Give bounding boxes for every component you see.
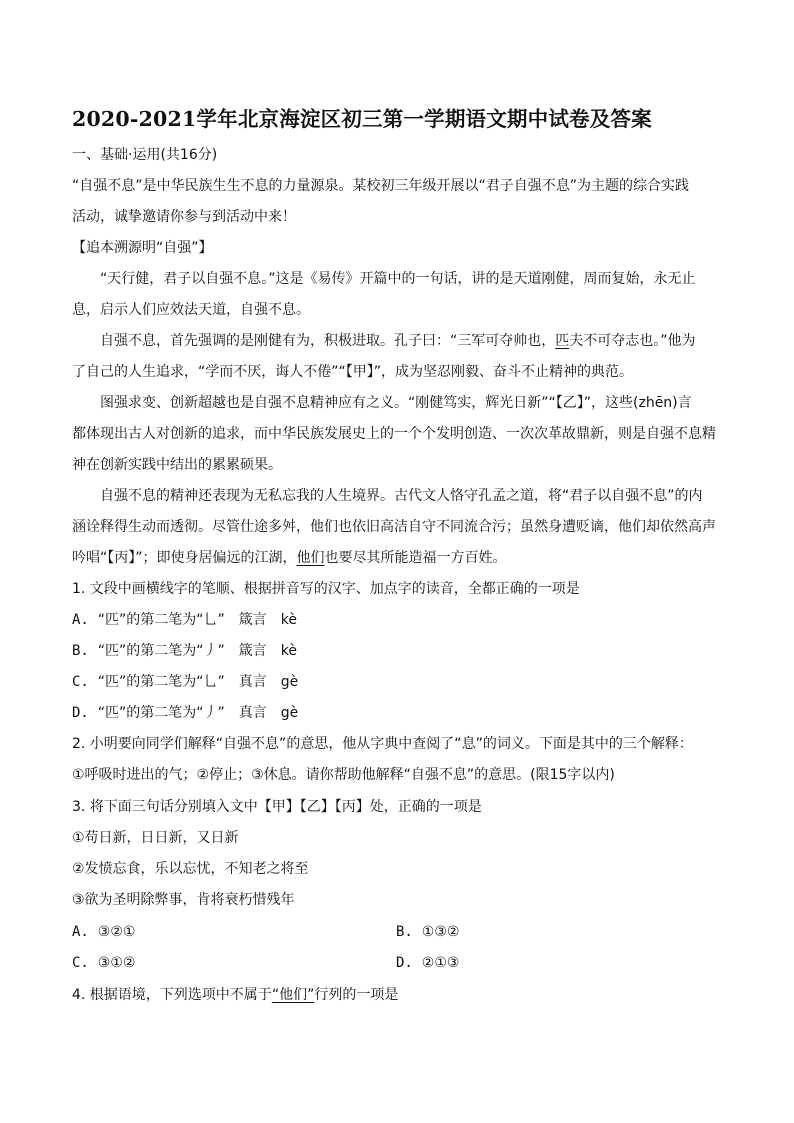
underlined-character: 匹 — [555, 333, 570, 349]
question-2-line-1: 2. 小明要向同学们解释“自强不息”的意思，他从字典中查阅了“息”的词义。下面是其中的三个解释： — [72, 736, 693, 752]
question-3-item-2: ②发愤忘食，乐以忘忧，不知老之将至 — [72, 861, 309, 877]
para3-line-3: 神在创新实践中结出的累累硕果。 — [72, 457, 282, 473]
para4-text-tail: 也要尽其所能造福一方百姓。 — [324, 550, 507, 566]
para1-line-1: “天行健，君子以自强不息。”这是《易传》开篇中的一句话，讲的是天道刚健，周而复始，永无止 — [100, 271, 696, 287]
question-1-option-a — [72, 610, 297, 630]
question-3-item-3: ③欲为圣明除弊事，肯将衰朽惜残年 — [72, 892, 295, 908]
option-letter: C. — [72, 674, 89, 690]
intro-line-2: 活动，诚挚邀请你参与到活动中来！ — [72, 209, 296, 225]
para1-line-2: 息，启示人们应效法天道，自强不息。 — [72, 302, 310, 318]
option-text: ①③② — [421, 924, 460, 940]
question-1-stem: 1. 文段中画横线字的笔顺、根据拼音写的汉字、加点字的读音，全都正确的一项是 — [72, 581, 580, 597]
option-letter: D. — [396, 955, 413, 971]
page-title: 2020-2021学年北京海淀区初三第一学期语文期中试卷及答案 — [72, 107, 652, 131]
para4-line-1: 自强不息的精神还表现为无私忘我的人生境界。古代文人恪守孔孟之道，将“君子以自强不息”的内 — [100, 488, 703, 504]
para3-line-2: 都体现出古人对创新的追求，而中华民族发展史上的一个个发明创造、一次次革故鼎新，则是自强不息精 — [72, 426, 716, 442]
question-4-text-tail: 行列的一项是 — [314, 987, 399, 1003]
option-letter: C. — [72, 955, 89, 971]
para2-line-1 — [100, 331, 696, 351]
para2-line-2: 了自己的人生追求，“学而不厌，诲人不倦”“【甲】”，成为坚忍刚毅、奋斗不止精神的典范。 — [72, 364, 634, 380]
question-3-stem: 3. 将下面三句话分别填入文中【甲】【乙】【丙】处，正确的一项是 — [72, 799, 482, 815]
option-letter: B. — [396, 924, 413, 940]
question-1-option-c — [72, 672, 298, 692]
para3-line-1: 图强求变、创新超越也是自强不息精神应有之义。“刚健笃实，辉光日新”“【乙】”，这些(zhēn)言 — [100, 395, 692, 411]
question-3-option-c — [72, 953, 135, 973]
option-letter: A. — [72, 924, 89, 940]
underlined-quote: “他们” — [271, 987, 315, 1003]
option-letter: A. — [72, 612, 89, 628]
para2-text-tail: 夫不可夺志也。”他为 — [569, 333, 696, 349]
question-1-option-b — [72, 641, 297, 661]
subheading: 【追本溯源明“自强”】 — [72, 240, 213, 256]
option-letter: D. — [72, 705, 89, 721]
option-text: “匹”的第二笔为“乚” 箴言 kè — [97, 612, 297, 628]
question-3-item-1: ①苟日新，日日新，又日新 — [72, 830, 239, 846]
option-text: ③①② — [97, 955, 136, 971]
option-text: “匹”的第二笔为“丿” 箴言 kè — [97, 643, 297, 659]
question-3-option-a — [72, 922, 135, 942]
question-3-option-d — [396, 953, 459, 973]
question-3-option-b — [396, 922, 459, 942]
underlined-word: 他们 — [296, 550, 325, 566]
option-text: ③②① — [97, 924, 136, 940]
question-4-text: 4. 根据语境，下列选项中不属于 — [72, 987, 272, 1003]
option-text: “匹”的第二笔为“丿” 真言 gè — [97, 705, 299, 721]
para4-line-3 — [72, 548, 507, 568]
intro-line-1: “自强不息”是中华民族生生不息的力量源泉。某校初三年级开展以“君子自强不息”为主题的综合实践 — [72, 178, 690, 194]
para2-text: 自强不息，首先强调的是刚健有为，积极进取。孔子曰：“三军可夺帅也， — [100, 333, 556, 349]
question-2-line-2: ①呼吸时进出的气；②停止；③休息。请你帮助他解释“自强不息”的意思。(限15字以内) — [72, 767, 615, 783]
option-text: ②①③ — [421, 955, 460, 971]
option-letter: B. — [72, 643, 89, 659]
question-1-option-d — [72, 703, 298, 723]
para4-text: 吟唱“【丙】”；即使身居偏远的江湖， — [72, 550, 297, 566]
section-heading: 一、基础·运用(共16分) — [72, 147, 218, 163]
question-4-stem — [72, 985, 398, 1005]
para4-line-2: 涵诠释得生动而透彻。尽管仕途多舛，他们也依旧高洁自守不同流合污；虽然身遭贬谪，他们却依然高声 — [72, 519, 716, 535]
option-text: “匹”的第二笔为“乚” 真言 gè — [97, 674, 299, 690]
